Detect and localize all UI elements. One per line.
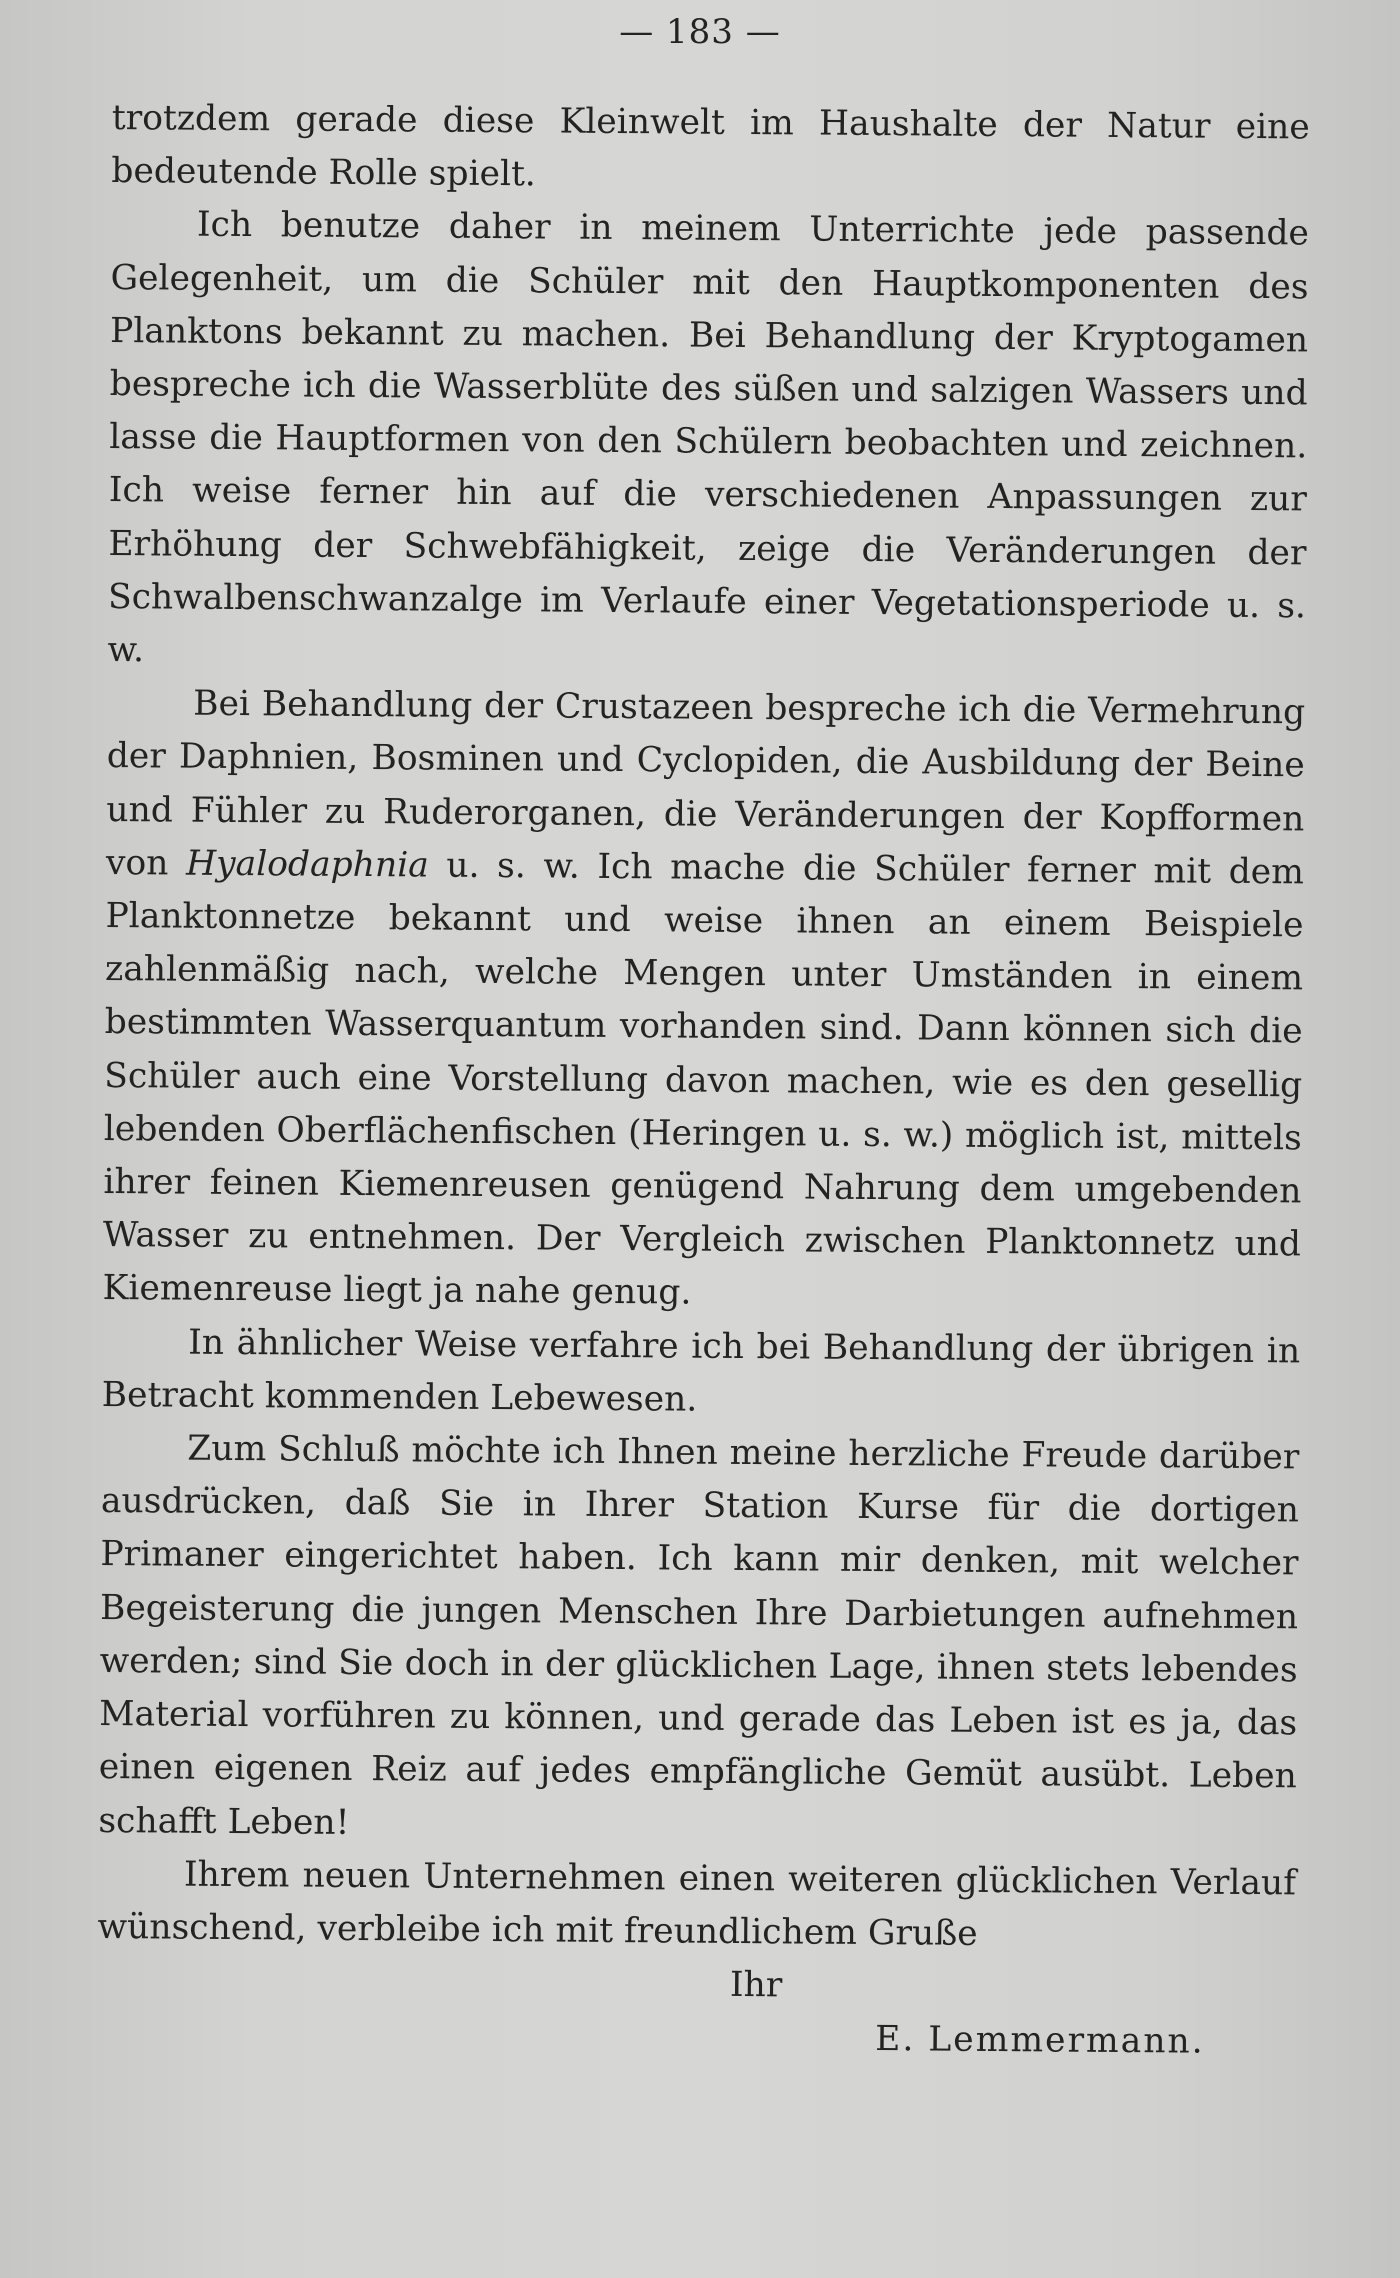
- paragraph-crustaceans: [102, 677, 1305, 1325]
- paragraph-teaching: Ich benutze daher in meinem Unterrichte jede passende Gelegenheit, um die Schüler mit den Hauptkomponenten des Planktons bekannt zu machen. Bei Behandlung der Kryptogamen bespreche ich die Wasserblüte des süßen und salzigen Wassers und lasse die Hauptformen von den Schülern beobachten und zeichnen. Ich weise ferner hin auf die verschiedenen Anpassungen zur Erhöhung der Schwebfähigkeit, zeige die Veränderungen der Schwalbenschwanzalge im Verlaufe einer Vegetationsperiode u. s. w.: [107, 205, 1310, 671]
- genus-name-italic: Hyalodaphnia: [185, 843, 429, 886]
- crustaceans-text-end: u. s. w. Ich mache die Schüler ferner mit dem Planktonnetze bekannt und weise ihnen an einem Beispiele zahlenmäßig nach, welche Mengen unter Umständen in einem bestimmten Wasserquantum vorhanden sind. Dann können sich die Schüler auch eine Vorstellung davon machen, wie es den gesellig lebenden Oberflächenfischen (Heringen u. s. w.) möglich ist, mittels ihrer feinen Kiemenreusen genügend Nahrung dem umgebenden Wasser zu entnehmen. Der Vergleich zwischen Planktonnetz und Kiemenreuse liegt ja nahe genug.: [102, 845, 1305, 1314]
- paragraph-farewell: Ihrem neuen Unternehmen einen weiteren glücklichen Verlauf wünschend, verbleibe ich mit freundlichem Gruße: [97, 1854, 1297, 1954]
- page-number: — 183 —: [619, 12, 781, 52]
- paragraph-similar: In ähnlicher Weise verfahre ich bei Behandlung der übrigen in Betracht kommenden Lebewesen.: [101, 1322, 1301, 1420]
- crustaceans-text-start: Bei Behandlung der Crustazeen bespreche ich die Vermehrung der Daphnien, Bosminen und Cyclopiden, die Ausbildung der Beine und Fühler zu Ruderorganen, die Veränderungen der Kopfformen von: [105, 683, 1306, 884]
- closing-word: Ihr: [729, 1965, 783, 2006]
- paragraph-continuation: trotzdem gerade diese Kleinwelt im Haushalte der Natur eine bedeutende Rolle spielt.: [111, 97, 1310, 195]
- letter-body: [97, 92, 1310, 2070]
- signature: E. Lemmermann.: [875, 2019, 1205, 2062]
- paragraph-conclusion: Zum Schluß möchte ich Ihnen meine herzliche Freude darüber ausdrücken, daß Sie in Ihrer Station Kurse für die dortigen Primaner eingerichtet haben. Ich kann mir denken, mit welcher Begeisterung die jungen Menschen Ihre Darbietungen aufnehmen werden; sind Sie doch in der glücklichen Lage, ihnen stets lebendes Material vorführen zu können, und gerade das Leben ist es ja, das einen eigenen Reiz auf jedes empfängliche Gemüt ausübt. Leben schafft Leben!: [98, 1428, 1300, 1843]
